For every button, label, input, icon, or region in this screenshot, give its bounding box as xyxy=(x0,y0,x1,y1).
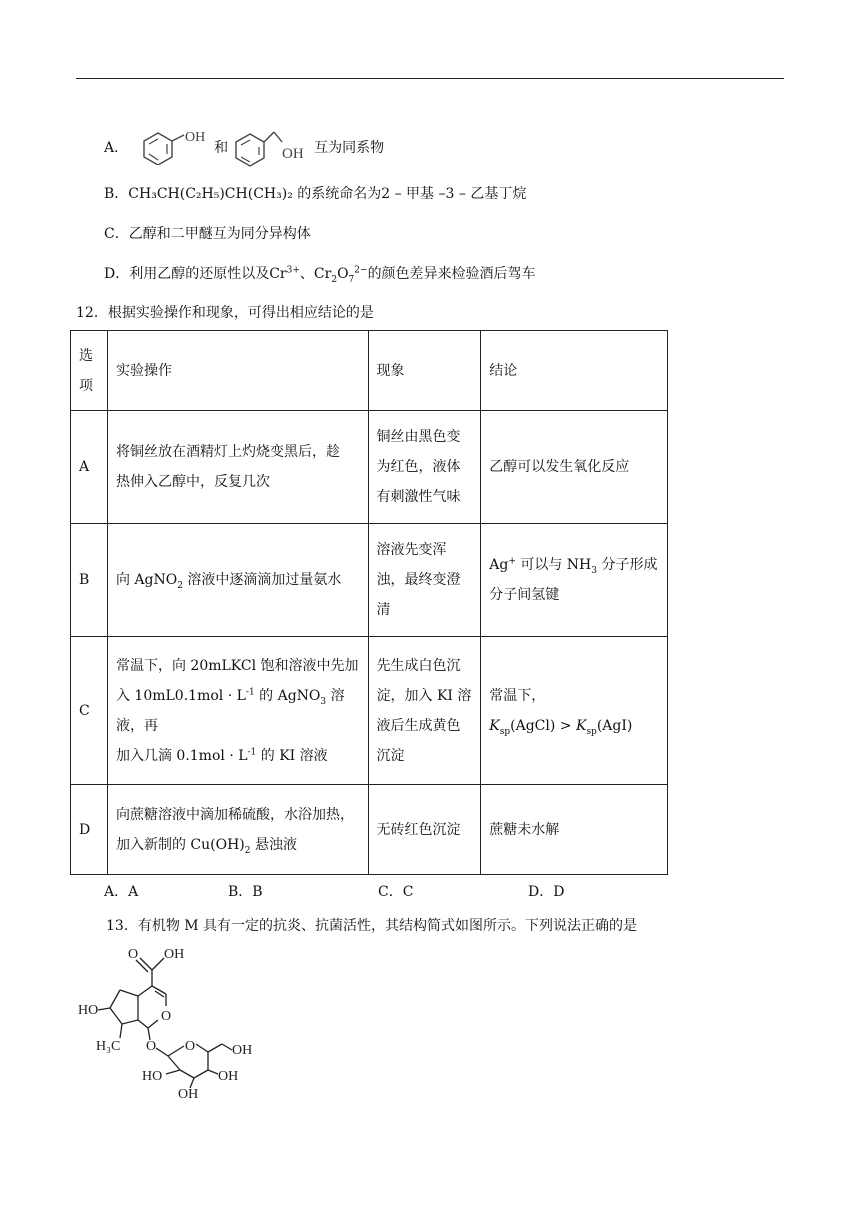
header-rule xyxy=(76,78,784,79)
label-o-ring: O xyxy=(161,1009,172,1024)
label-ch3: H₃C xyxy=(96,1039,121,1054)
choice-b: B．B xyxy=(228,884,263,900)
q11-option-c: C．乙醇和二甲醚互为同分异构体 xyxy=(104,226,311,242)
choice-c: C．C xyxy=(378,884,414,900)
q13-stem: 13．有机物 M 具有一定的抗炎、抗菌活性，其结构简式如图所示。下列说法正确的是 xyxy=(106,918,638,934)
q11-a-and: 和 xyxy=(214,140,229,156)
table-row-d: D 向蔗糖溶液中滴加稀硫酸，水浴加热， 加入新制的 $Cu(OH)_2$ 悬浊液 无砖红色沉淀 蔗糖未水解 xyxy=(71,785,668,875)
q11-a-label: A． xyxy=(104,140,129,156)
choice-d: D．D xyxy=(528,884,565,900)
q11-option-b: B．CH₃CH(C₂H₅)CH(CH₃)₂ 的系统命名为2 – 甲基 –3 – 乙基丁烷 xyxy=(104,186,527,202)
q11-a-tail: 互为同系物 xyxy=(314,140,385,156)
q12-stem: 12．根据实验操作和现象，可得出相应结论的是 xyxy=(76,305,374,321)
svg-text:OH: OH xyxy=(282,146,304,162)
label-oh-ch2: OH xyxy=(232,1043,252,1058)
q11-option-d: D．利用乙醇的还原性以及$Cr^{3+}$、$Cr_2O_7^{2-}$的颜色差异来检验酒后驾车 xyxy=(104,265,536,285)
label-o-carbonyl: O xyxy=(128,947,139,962)
table-header-row xyxy=(71,331,668,411)
label-o-sugar: O xyxy=(185,1039,196,1054)
benzyl-alcohol-structure xyxy=(228,128,314,168)
header-operation: 实验操作 xyxy=(107,331,368,411)
table-row-c: C 常温下，向 20mLKCl 饱和溶液中先加 入 $10mL0.1mol \cdot L^{-1}$ 的 AgNO$_3$ 溶液，再 加入几滴 $0.1mol \cdot L^{-1}$ 的 KI 溶液 先生成白色沉 淀，加入 KI 溶 液后生成黄色 沉淀 常温下， $K_{sp}(AgCl) > K_{sp}(AgI)$ xyxy=(71,637,668,785)
header-option: 选 项 xyxy=(71,331,108,411)
label-o-link: O xyxy=(146,1039,157,1054)
q11-option-a xyxy=(104,128,384,168)
table-row-a: A 将铜丝放在酒精灯上灼烧变黑后，趁 热伸入乙醇中，反复几次 铜丝由黑色变 为红色，液体 有刺激性气味 乙醇可以发生氧化反应 xyxy=(71,411,668,524)
label-ho-left: HO xyxy=(78,1003,99,1018)
label-oh-carboxyl: OH xyxy=(164,947,185,962)
phenol-structure xyxy=(128,131,214,165)
header-phenomenon: 现象 xyxy=(368,331,481,411)
table-row-b: B 向 AgNO$_2$ 溶液中逐滴滴加过量氨水 溶液先变浑 浊，最终变澄 清 Ag+ 可以与 $NH_3$ 分子形成 分子间氢键 xyxy=(71,524,668,637)
choice-a: A．A xyxy=(104,884,139,900)
header-conclusion: 结论 xyxy=(481,331,668,411)
svg-text:OH: OH xyxy=(185,131,206,145)
label-oh-b3: OH xyxy=(218,1069,239,1084)
label-oh-b1: HO xyxy=(142,1069,163,1084)
experiment-table xyxy=(70,330,668,875)
label-oh-bottom: OH xyxy=(178,1087,199,1100)
compound-m-structure xyxy=(72,940,252,1100)
